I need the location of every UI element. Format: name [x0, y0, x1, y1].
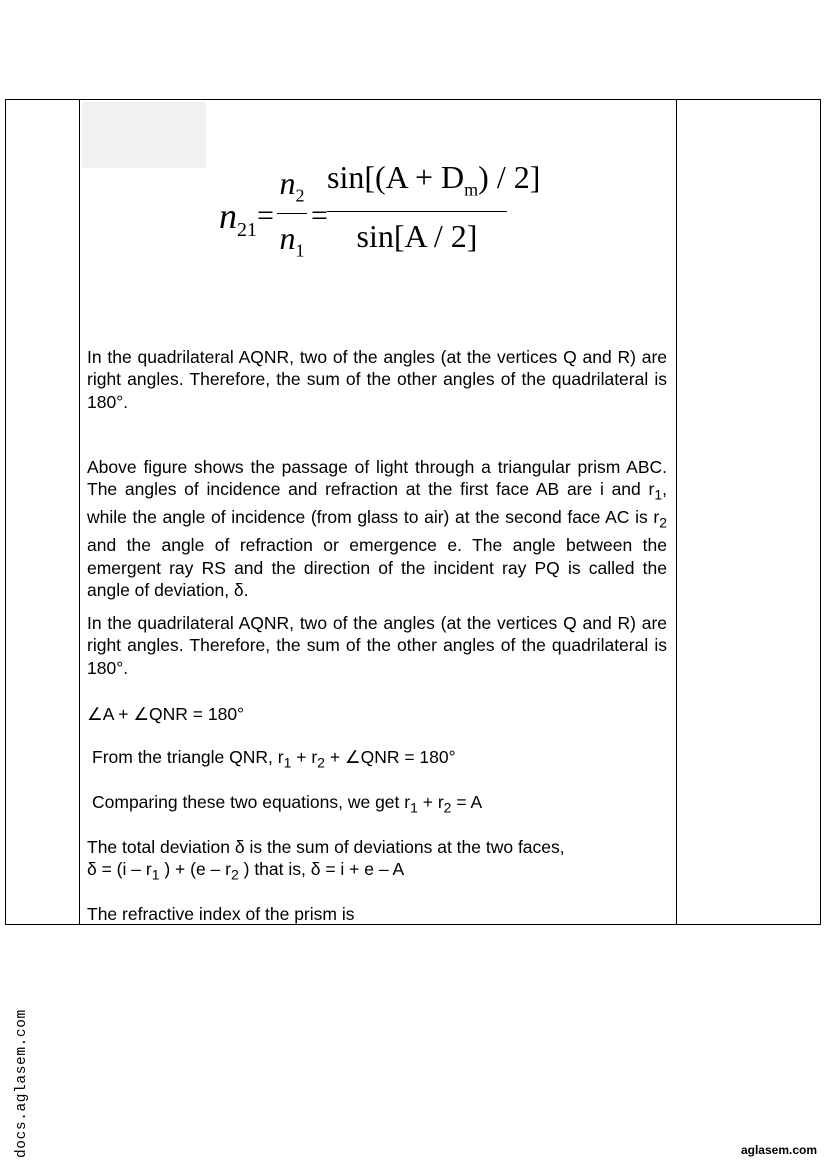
- equation-triangle: From the triangle QNR, $r_1 + r_2$ + ∠QNR = 180°: [92, 747, 456, 771]
- formula-den2: sin[A / 2]: [356, 218, 478, 254]
- paragraph-prism: Above figure shows the passage of light through a triangular prism ABC. The angles of incidence and refraction at the first face AB are i and $r_1$, while the angle of incidence (from glass to air) at the second face AC is $r_2$ and the angle of refraction or emergence e. The angle between the emergent ray RS and the direction of the incident ray PQ is called the angle of deviation, δ.: [87, 457, 667, 601]
- total-deviation-text: The total deviation δ is the sum of deviations at the two faces,: [87, 837, 565, 857]
- formula-num1: n: [279, 165, 296, 201]
- formula-num1-sub: 2: [295, 185, 305, 206]
- formula-equals-2: =: [311, 199, 328, 232]
- formula-num2-a: sin[(A + D: [327, 159, 465, 195]
- formula-lhs-sub: 21: [237, 219, 257, 242]
- refractive-index-formula: [215, 155, 541, 285]
- formula-den1-sub: 1: [295, 240, 305, 261]
- paragraph-quadrilateral-2: In the quadrilateral AQNR, two of the angles (at the vertices Q and R) are right angles. Therefore, the sum of the other angles of the quadrilateral is 180°.: [87, 613, 667, 678]
- formula-num2-b: ) / 2]: [478, 159, 541, 195]
- formula-equals-1: =: [257, 199, 274, 232]
- formula-num2-sub: m: [464, 179, 479, 200]
- formula-den1: n: [279, 220, 296, 256]
- equation-comparison: Comparing these two equations, we get $r_1 + r_2 = A$: [92, 792, 483, 816]
- paragraph-quadrilateral-1: In the quadrilateral AQNR, two of the angles (at the vertices Q and R) are right angles. Therefore, the sum of the other angles of the quadrilateral is 180°.: [87, 347, 667, 412]
- equation-deviation: $\delta = (i - r_1$ ) + ($e - r_2$ ) that is, δ = i + e – A: [87, 859, 405, 883]
- formula-fraction-ratio: [277, 165, 307, 261]
- footer-brand: aglasem.com: [740, 1143, 817, 1157]
- side-watermark: docs.aglasem.com: [14, 1009, 30, 1158]
- refractive-index-text: The refractive index of the prism is: [87, 904, 355, 924]
- image-artifact: [82, 102, 206, 168]
- column-divider-left: [79, 100, 80, 924]
- formula-lhs: n: [219, 196, 237, 236]
- formula-fraction-sine: [327, 159, 541, 255]
- equation-angle-sum: ∠A + ∠QNR = 180°: [87, 704, 245, 724]
- column-divider-right: [676, 100, 677, 924]
